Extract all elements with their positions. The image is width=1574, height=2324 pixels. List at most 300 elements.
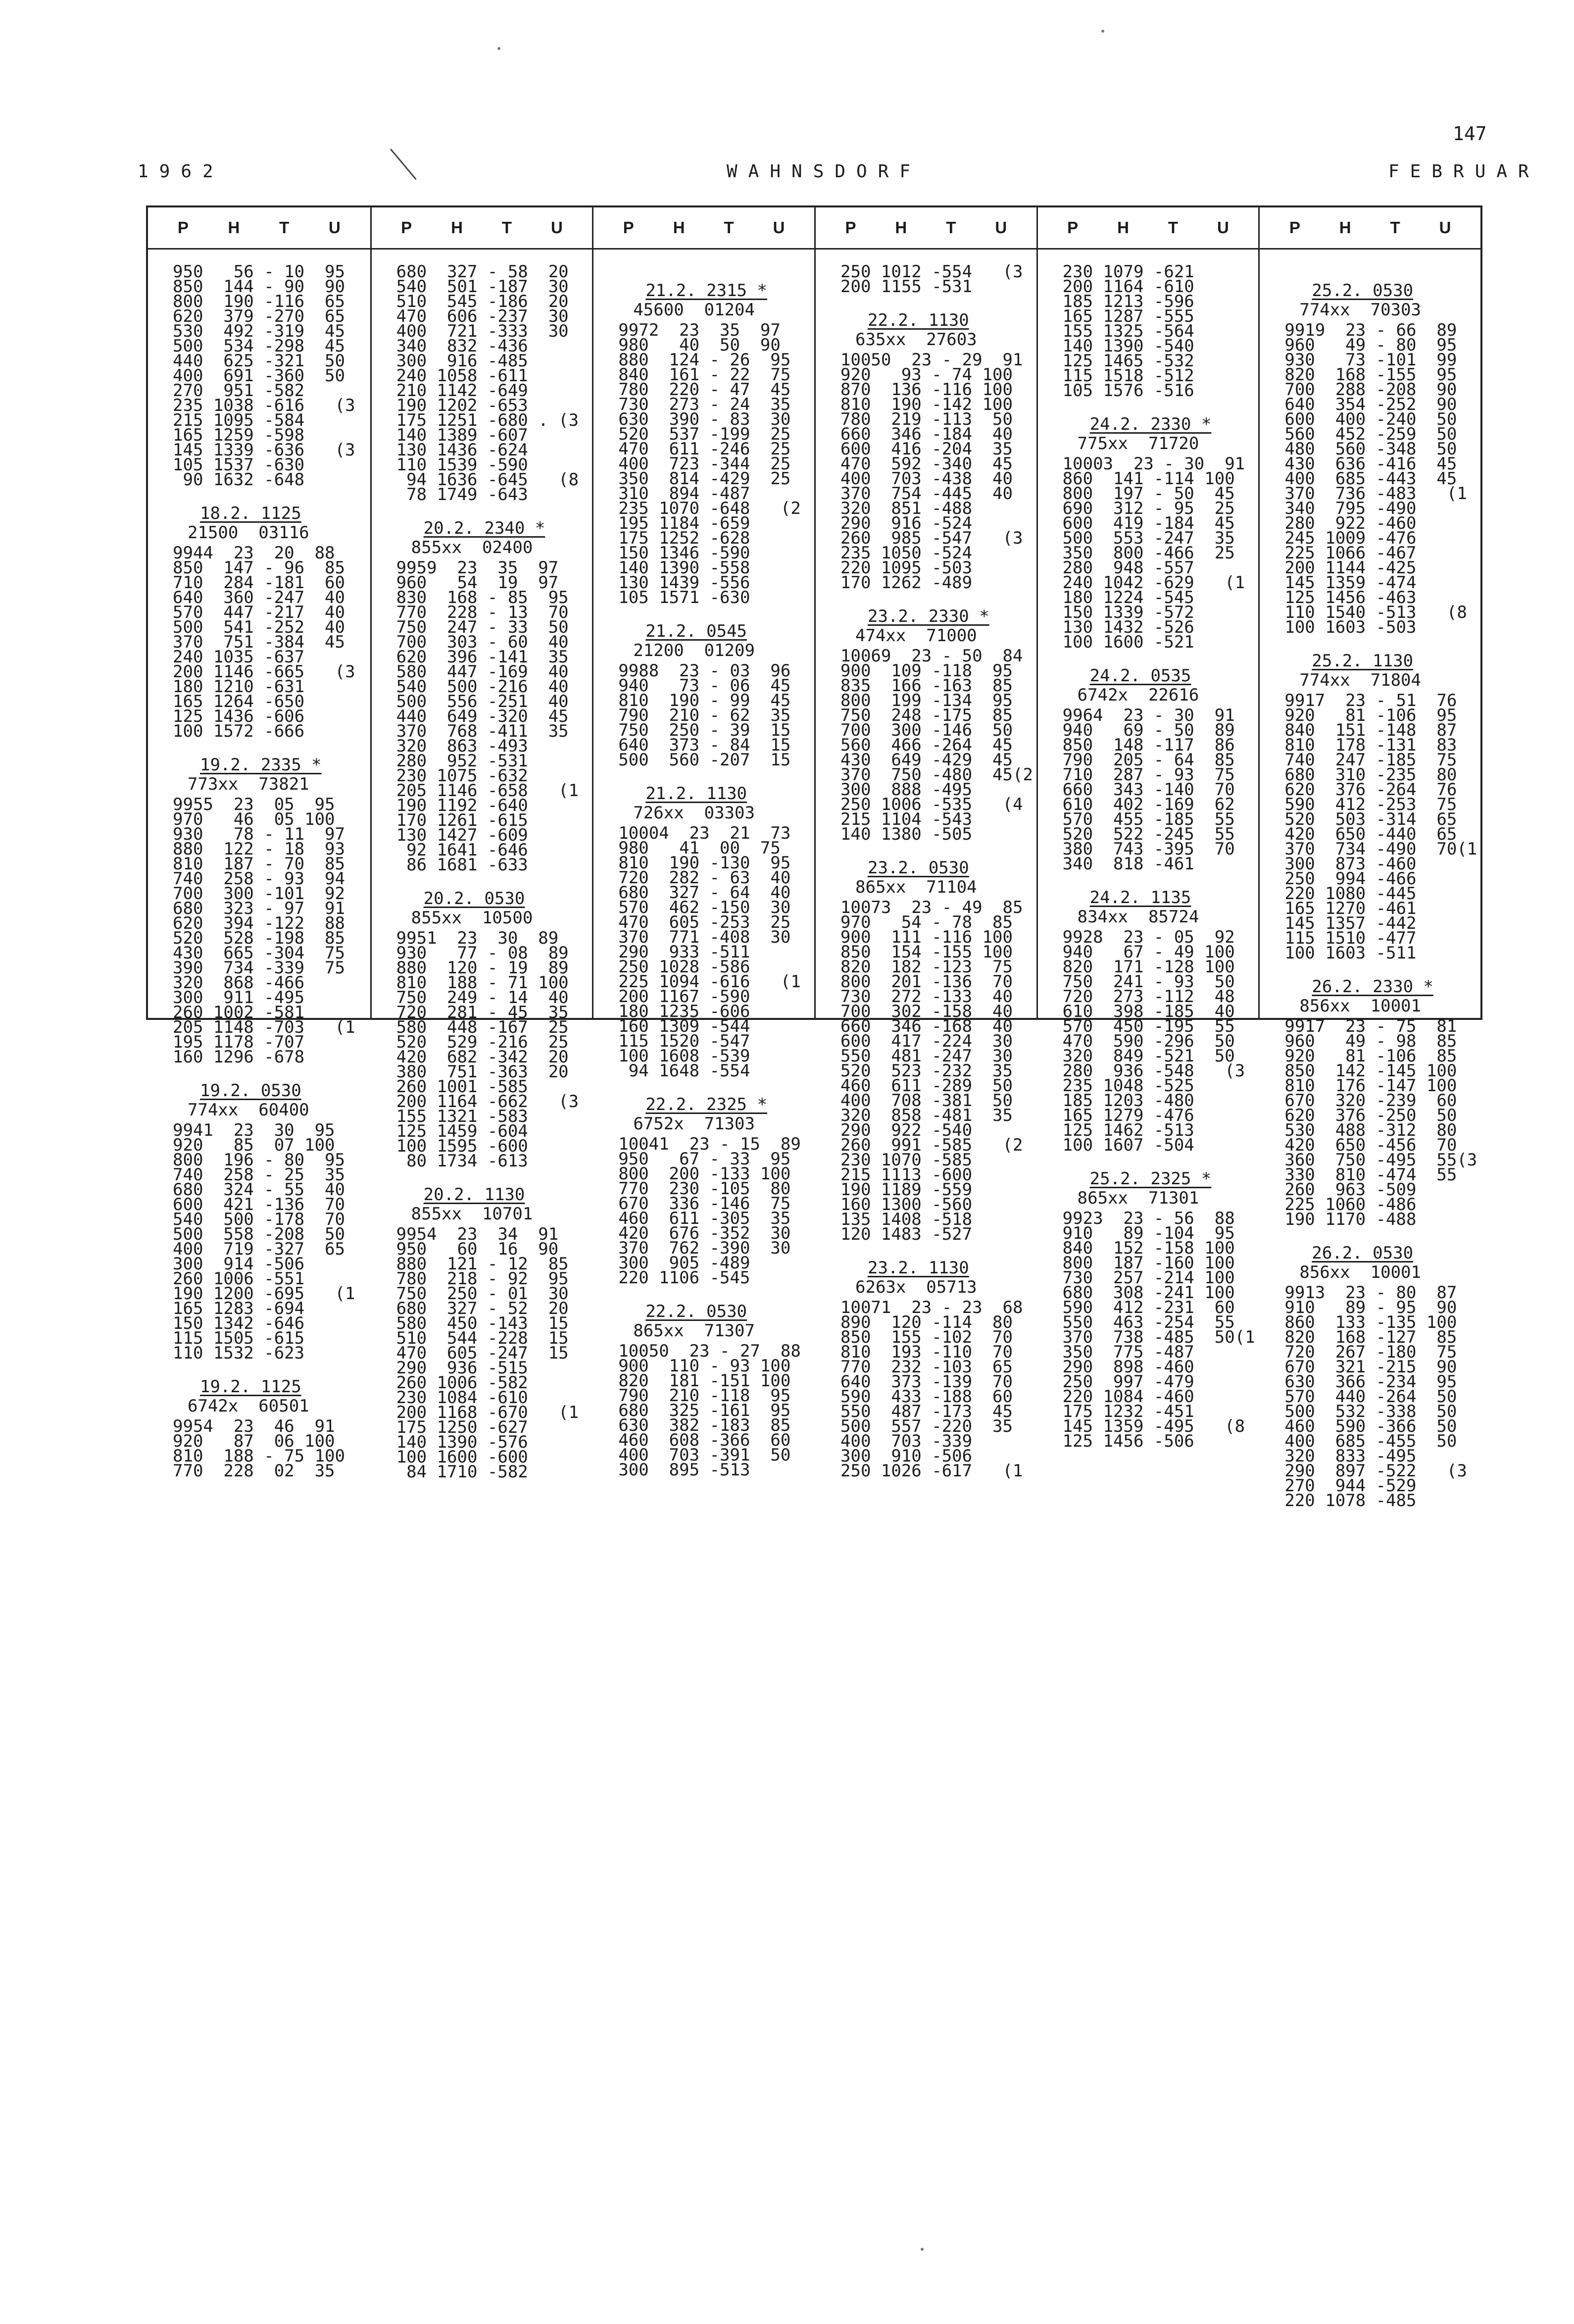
data-row: 9964 23 - 30 91 <box>1062 706 1235 725</box>
data-row: 850 142 -145 100 <box>1284 1061 1457 1081</box>
data-row: 740 258 - 25 35 <box>173 1165 345 1185</box>
data-row: 950 67 - 33 95 <box>618 1149 791 1169</box>
data-row: 470 605 -253 25 <box>618 912 791 932</box>
data-row: 340 832 -436 <box>396 336 528 356</box>
data-row: 500 553 -247 35 <box>1062 528 1235 548</box>
data-row: 9951 23 30 89 <box>396 928 559 948</box>
data-row: 880 120 - 19 89 <box>396 958 569 978</box>
data-row: 100 1603 -511 <box>1284 943 1417 963</box>
data-row: 210 1142 -649 <box>396 381 528 401</box>
column-body <box>372 250 592 1482</box>
data-row: 115 1510 -477 <box>1284 928 1417 948</box>
sounding-code: 635xx 27603 <box>855 330 977 350</box>
column-header-label: H <box>895 218 907 237</box>
data-row: 440 625 -321 50 <box>173 351 345 371</box>
data-row: 610 402 -169 62 <box>1062 795 1235 814</box>
data-row: 155 1321 -583 <box>396 1107 528 1126</box>
data-row: 930 77 - 08 89 <box>396 943 569 963</box>
data-row: 460 608 -366 60 <box>618 1430 791 1450</box>
data-row: 620 376 -250 50 <box>1284 1106 1457 1125</box>
data-row: 200 1167 -590 <box>618 987 750 1007</box>
data-row: 920 81 -106 95 <box>1284 706 1457 725</box>
data-row: 540 500 -216 40 <box>396 677 569 697</box>
data-row: 700 288 -208 90 <box>1284 380 1457 400</box>
data-row: 680 327 - 64 40 <box>618 883 791 903</box>
data-row: 640 354 -252 90 <box>1284 395 1457 414</box>
sounding-block <box>618 621 814 770</box>
data-row: 630 390 - 83 30 <box>618 409 791 429</box>
sounding-block <box>173 1377 370 1481</box>
sounding-block <box>173 755 370 1067</box>
sounding-code: 865xx 71301 <box>1077 1188 1199 1208</box>
data-row: 940 73 - 06 45 <box>618 676 791 696</box>
data-row: 220 1078 -485 <box>1284 1491 1417 1511</box>
data-row: 470 590 -296 50 <box>1062 1031 1235 1051</box>
data-row: 250 1012 -554 (3 <box>840 262 1023 282</box>
data-row: 520 529 -216 25 <box>396 1032 569 1052</box>
data-row: 640 360 -247 40 <box>173 588 345 607</box>
data-row: 10073 23 - 49 85 <box>840 898 1023 917</box>
sounding-code: 45600 01204 <box>633 300 755 320</box>
data-row: 215 1104 -543 <box>840 809 973 829</box>
sounding-block <box>1062 666 1259 874</box>
sounding-code: 773xx 73821 <box>188 774 309 794</box>
data-row: 730 273 - 24 35 <box>618 395 791 414</box>
data-row: 9941 23 30 95 <box>173 1120 335 1140</box>
data-row: 710 284 -181 60 <box>173 573 345 593</box>
data-row: 225 1066 -467 <box>1284 543 1417 563</box>
data-row: 140 1390 -540 <box>1062 336 1194 356</box>
column-header-label: P <box>177 218 189 237</box>
data-row: 670 320 -239 60 <box>1284 1091 1457 1111</box>
sounding-title: 22.2. 2325 * <box>645 1095 767 1114</box>
data-row: 700 303 - 60 40 <box>396 632 569 652</box>
data-row: 320 858 -481 35 <box>840 1106 1013 1125</box>
column-header-label: U <box>328 218 341 237</box>
data-row: 370 751 -384 45 <box>173 632 345 652</box>
data-row: 290 936 -515 <box>396 1358 528 1378</box>
data-row: 400 703 -438 40 <box>840 469 1013 489</box>
data-row: 960 49 - 98 85 <box>1284 1031 1457 1051</box>
data-row: 590 412 -231 60 <box>1062 1298 1235 1317</box>
data-row: 320 851 -488 <box>840 499 973 518</box>
data-row: 680 325 -161 95 <box>618 1401 791 1420</box>
data-row: 190 1202 -653 <box>396 396 528 415</box>
sounding-code: 865xx 71307 <box>633 1321 755 1341</box>
header-station: WAHNSDORF <box>727 161 922 182</box>
data-row: 800 196 - 80 95 <box>173 1150 345 1170</box>
column-header-label: U <box>995 218 1007 237</box>
data-row: 300 905 -489 <box>618 1253 750 1273</box>
sounding-block <box>1284 977 1480 1227</box>
data-row: 700 300 -146 50 <box>840 720 1013 740</box>
data-row: 880 121 - 12 85 <box>396 1254 569 1274</box>
data-row: 250 1028 -586 <box>618 957 750 977</box>
data-row: 300 873 -460 <box>1284 854 1417 874</box>
data-row: 690 312 - 95 25 <box>1062 499 1235 518</box>
table-column <box>592 207 814 1480</box>
sounding-code: 775xx 71720 <box>1077 434 1199 454</box>
data-row: 9954 23 46 91 <box>173 1416 335 1436</box>
column-header <box>372 207 592 250</box>
data-row: 235 1048 -525 <box>1062 1076 1194 1096</box>
sounding-code: 21500 03116 <box>188 523 309 543</box>
data-row: 530 488 -312 80 <box>1284 1120 1457 1140</box>
data-row: 9913 23 - 80 87 <box>1284 1283 1457 1303</box>
data-row: 190 1192 -640 <box>396 796 528 815</box>
data-row: 680 324 - 55 40 <box>173 1180 345 1200</box>
column-header-label: T <box>501 218 512 237</box>
data-row: 850 154 -155 100 <box>840 942 1013 962</box>
data-row: 720 282 - 63 40 <box>618 868 791 888</box>
data-row: 300 911 -495 <box>173 988 305 1008</box>
data-row: 290 933 -511 <box>618 942 750 962</box>
data-row: 185 1203 -480 <box>1062 1091 1194 1111</box>
sounding-block <box>1284 1243 1480 1511</box>
data-row: 840 152 -158 100 <box>1062 1238 1235 1258</box>
sounding-block <box>1063 888 1259 1153</box>
data-row: 420 676 -352 30 <box>618 1223 791 1243</box>
data-row: 130 1427 -609 <box>396 825 528 845</box>
data-row: 260 1006 -551 <box>173 1269 305 1289</box>
data-row: 810 188 - 71 100 <box>396 973 569 993</box>
data-row: 165 1283 -694 <box>173 1299 305 1318</box>
data-row: 260 991 -585 (2 <box>840 1135 1023 1155</box>
data-row: 500 532 -338 50 <box>1284 1402 1457 1421</box>
sounding-title: 22.2. 1130 <box>868 310 969 330</box>
data-row: 140 1390 -558 <box>618 558 750 578</box>
data-row: 235 1050 -524 <box>840 543 973 563</box>
data-row: 390 734 -339 75 <box>173 958 345 978</box>
data-row: 140 1390 -576 <box>396 1432 528 1452</box>
data-row: 165 1287 -555 <box>1062 306 1194 326</box>
data-row: 600 416 -204 35 <box>840 439 1013 459</box>
data-row: 205 1148 -703 (1 <box>173 1017 355 1037</box>
sounding-code: 774xx 71804 <box>1299 670 1421 690</box>
data-row: 510 544 -228 15 <box>396 1328 569 1348</box>
data-row: 145 1359 -474 <box>1284 573 1417 593</box>
data-row: 400 685 -443 45 <box>1284 469 1457 489</box>
data-row: 950 56 - 10 95 <box>173 262 345 282</box>
data-row: 400 703 -391 50 <box>618 1445 791 1465</box>
data-row: 680 323 - 97 91 <box>173 899 345 918</box>
data-row: 440 649 -320 45 <box>396 707 569 726</box>
data-row: 500 557 -220 35 <box>840 1416 1013 1436</box>
sounding-block <box>618 1302 814 1480</box>
data-row: 820 182 -123 75 <box>840 957 1013 977</box>
data-row: 155 1325 -564 <box>1062 321 1194 341</box>
data-row: 810 176 -147 100 <box>1284 1076 1457 1096</box>
data-row: 750 250 - 01 30 <box>396 1284 569 1304</box>
sounding-block <box>840 859 1036 1242</box>
data-row: 330 810 -474 55 <box>1284 1165 1457 1185</box>
sounding-title: 23.2. 2330 * <box>868 606 989 626</box>
data-row: 175 1251 -680 . (3 <box>396 410 579 430</box>
data-row: 680 327 - 52 20 <box>396 1299 569 1318</box>
sounding-table <box>146 205 1482 1511</box>
column-header-label: H <box>1117 218 1129 237</box>
data-row: 9959 23 35 97 <box>396 558 559 578</box>
data-row: 750 249 - 14 40 <box>396 988 569 1008</box>
pen-mark <box>390 149 417 180</box>
data-row: 9917 23 - 51 76 <box>1284 691 1457 710</box>
sounding-title: 26.2. 0530 <box>1312 1243 1414 1263</box>
sounding-code: 855xx 02400 <box>411 538 533 557</box>
data-row: 125 1462 -513 <box>1062 1120 1194 1140</box>
data-row: 9923 23 - 56 88 <box>1062 1209 1235 1228</box>
data-row: 105 1537 -630 <box>173 455 305 475</box>
data-row: 280 948 -557 <box>1062 558 1194 578</box>
data-row: 980 41 00 75 <box>618 838 781 858</box>
data-row: 820 168 -155 95 <box>1284 365 1457 385</box>
data-row: 84 1710 -582 <box>396 1462 528 1482</box>
data-row: 125 1456 -506 <box>1062 1431 1194 1451</box>
data-row: 570 440 -264 50 <box>1284 1387 1457 1407</box>
sounding-block <box>840 1258 1036 1481</box>
column-header-label: P <box>1067 218 1079 237</box>
data-row: 110 1539 -590 <box>396 455 528 475</box>
data-row: 500 556 -251 40 <box>396 692 569 711</box>
column-header-label: U <box>550 218 563 237</box>
data-row: 920 93 - 74 100 <box>840 365 1013 385</box>
sounding-block <box>1063 415 1259 650</box>
data-row: 590 412 -253 75 <box>1284 795 1457 814</box>
data-row: 770 228 - 13 70 <box>396 603 569 622</box>
data-row: 820 181 -151 100 <box>618 1371 791 1391</box>
data-row: 800 199 -134 95 <box>840 691 1013 710</box>
data-row: 470 611 -246 25 <box>618 439 791 459</box>
data-row: 520 522 -245 55 <box>1062 824 1235 844</box>
data-row: 750 248 -175 85 <box>840 706 1013 725</box>
sounding-title: 23.2. 1130 <box>868 1258 969 1278</box>
data-row: 220 1106 -545 <box>618 1268 750 1288</box>
data-row: 215 1095 -584 <box>173 410 305 430</box>
data-row: 810 190 -130 95 <box>618 853 791 873</box>
data-row: 520 503 -314 65 <box>1284 809 1457 829</box>
column-body <box>816 250 1036 1481</box>
data-row: 960 54 19 97 <box>396 573 559 593</box>
data-row: 720 281 - 45 35 <box>396 1003 569 1022</box>
data-row: 810 178 -131 83 <box>1284 735 1457 755</box>
data-row: 235 1070 -648 (2 <box>618 499 801 518</box>
data-row: 860 141 -114 100 <box>1062 469 1235 489</box>
data-row: 850 144 - 90 90 <box>173 277 345 297</box>
data-row: 225 1094 -616 (1 <box>618 972 801 992</box>
data-row: 630 366 -234 95 <box>1284 1372 1457 1392</box>
data-row: 840 151 -148 87 <box>1284 720 1457 740</box>
column-header-label: P <box>1289 218 1300 237</box>
data-row: 970 46 05 100 <box>173 809 335 829</box>
column-header-label: U <box>773 218 785 237</box>
data-row: 800 200 -133 100 <box>618 1164 791 1184</box>
data-row: 500 541 -252 40 <box>173 617 345 637</box>
data-row: 800 197 - 50 45 <box>1062 484 1235 504</box>
data-row: 400 703 -339 <box>840 1431 973 1451</box>
column-header <box>1260 207 1480 250</box>
data-row: 600 421 -136 70 <box>173 1195 345 1214</box>
data-row: 960 49 - 80 95 <box>1284 335 1457 355</box>
data-row: 810 187 - 70 85 <box>173 854 345 874</box>
table-column <box>1258 207 1480 1511</box>
column-body <box>593 250 814 1480</box>
data-row: 9944 23 20 88 <box>173 543 335 563</box>
sounding-block <box>396 1185 592 1482</box>
column-header <box>816 207 1036 250</box>
data-row: 260 1001 -585 <box>396 1077 528 1097</box>
sounding-title: 20.2. 1130 <box>423 1185 525 1205</box>
sounding-title: 19.2. 1125 <box>200 1377 301 1397</box>
data-row: 700 302 -158 40 <box>840 1002 1013 1021</box>
data-row: 340 818 -461 <box>1062 854 1194 874</box>
data-row: 260 985 -547 (3 <box>840 528 1023 548</box>
data-row: 370 750 -480 45(2 <box>840 765 1033 785</box>
data-row: 470 605 -247 15 <box>396 1343 569 1363</box>
sounding-block <box>618 1095 814 1288</box>
data-row: 190 1200 -695 (1 <box>173 1284 355 1304</box>
sounding-block <box>1284 651 1480 963</box>
data-row: 150 1339 -572 <box>1062 603 1194 622</box>
data-row: 9954 23 34 91 <box>396 1224 559 1244</box>
data-row: 500 558 -208 50 <box>173 1224 345 1244</box>
data-row: 420 682 -342 20 <box>396 1047 569 1067</box>
data-row: 810 190 - 99 45 <box>618 691 791 710</box>
data-row: 370 768 -411 35 <box>396 721 569 741</box>
data-row: 78 1749 -643 <box>396 485 528 505</box>
scan-speck <box>497 47 500 50</box>
data-row: 320 833 -495 <box>1284 1446 1417 1466</box>
data-row: 170 1261 -615 <box>396 810 528 830</box>
sounding-code: 474xx 71000 <box>855 626 977 646</box>
data-row: 400 708 -381 50 <box>840 1091 1013 1111</box>
data-row: 230 1070 -585 <box>840 1150 973 1170</box>
column-header-label: P <box>623 218 634 237</box>
data-row: 850 147 - 96 85 <box>173 558 345 578</box>
sounding-code: 726xx 03303 <box>633 803 755 823</box>
data-row: 130 1436 -624 <box>396 440 528 460</box>
data-row: 360 750 -495 55(3 <box>1284 1150 1477 1170</box>
data-row: 195 1184 -659 <box>618 513 750 533</box>
data-row: 900 111 -116 100 <box>840 927 1013 947</box>
column-header-label: T <box>1390 218 1400 237</box>
data-row: 9919 23 - 66 89 <box>1284 320 1457 340</box>
data-row: 640 373 - 84 15 <box>618 735 791 755</box>
data-row: 770 230 -105 80 <box>618 1179 791 1199</box>
scan-speck <box>1101 30 1104 33</box>
data-row: 225 1060 -486 <box>1284 1195 1417 1214</box>
data-row: 100 1607 -504 <box>1062 1135 1194 1155</box>
data-row: 840 161 - 22 75 <box>618 365 791 385</box>
sounding-title: 25.2. 1130 <box>1312 651 1414 671</box>
data-row: 185 1213 -596 <box>1062 292 1194 311</box>
data-row: 370 754 -445 40 <box>840 484 1013 504</box>
sounding-title: 21.2. 1130 <box>645 784 747 804</box>
data-row: 290 897 -522 (3 <box>1284 1461 1467 1481</box>
data-row: 680 308 -241 100 <box>1062 1283 1235 1303</box>
column-header-label: H <box>673 218 685 237</box>
data-row: 540 501 -187 30 <box>396 277 569 297</box>
data-row: 170 1262 -489 <box>840 573 973 593</box>
data-row: 94 1648 -554 <box>618 1061 750 1081</box>
data-row: 150 1346 -590 <box>618 543 750 563</box>
data-row: 10003 23 - 30 91 <box>1062 454 1245 474</box>
data-row: 10050 23 - 29 91 <box>840 350 1023 370</box>
data-row: 100 1603 -503 <box>1284 617 1417 637</box>
data-row: 115 1505 -615 <box>173 1328 305 1348</box>
data-row: 100 1595 -600 <box>396 1136 528 1156</box>
sounding-title: 25.2. 0530 <box>1312 281 1414 301</box>
sounding-code: 6263x 05713 <box>855 1277 977 1297</box>
scan-speck <box>921 2248 924 2251</box>
data-row: 300 888 -495 <box>840 780 973 800</box>
data-row: 620 379 -270 65 <box>173 306 345 326</box>
data-row: 175 1252 -628 <box>618 528 750 548</box>
data-row: 300 916 -485 <box>396 351 528 371</box>
data-row: 430 636 -416 45 <box>1284 454 1457 474</box>
sounding-block <box>618 281 814 605</box>
data-row: 350 814 -429 25 <box>618 469 791 489</box>
data-row: 340 795 -490 <box>1284 499 1417 518</box>
sounding-title: 21.2. 0545 <box>645 621 747 641</box>
data-row: 290 916 -524 <box>840 513 973 533</box>
data-row: 570 447 -217 40 <box>173 603 345 622</box>
data-row: 130 1432 -526 <box>1062 617 1194 637</box>
table-column <box>814 207 1036 1481</box>
sounding-title: 21.2. 2315 * <box>645 281 767 301</box>
data-row: 570 455 -185 55 <box>1062 809 1235 829</box>
data-row: 460 611 -289 50 <box>840 1076 1013 1096</box>
data-row: 750 247 - 33 50 <box>396 617 569 637</box>
data-row: 660 346 -168 40 <box>840 1016 1013 1036</box>
sounding-title: 23.2. 0530 <box>868 858 969 878</box>
data-row: 280 952 -531 <box>396 751 528 771</box>
data-row: 280 936 -548 (3 <box>1062 1061 1245 1081</box>
data-row: 500 560 -207 15 <box>618 750 791 770</box>
data-row: 370 736 -483 (1 <box>1284 484 1467 504</box>
data-row: 165 1270 -461 <box>1284 899 1417 918</box>
data-row: 750 241 - 93 50 <box>1062 972 1235 992</box>
data-row: 560 466 -264 45 <box>840 735 1013 755</box>
data-row: 9928 23 - 05 92 <box>1062 927 1235 947</box>
data-row: 9972 23 35 97 <box>618 320 781 340</box>
data-row: 880 124 - 26 95 <box>618 350 791 370</box>
data-row: 600 419 -184 45 <box>1062 513 1235 533</box>
data-row: 800 201 -136 70 <box>840 972 1013 992</box>
data-row: 90 1632 -648 <box>173 470 305 490</box>
data-row: 350 775 -487 <box>1062 1342 1194 1362</box>
data-row: 920 87 06 100 <box>173 1431 335 1451</box>
data-row: 400 685 -455 50 <box>1284 1431 1457 1451</box>
data-row: 370 771 -408 30 <box>618 927 791 947</box>
data-row: 110 1532 -623 <box>173 1343 305 1363</box>
sounding-block <box>173 1081 370 1361</box>
data-row: 125 1465 -532 <box>1062 351 1194 371</box>
data-row: 215 1113 -600 <box>840 1165 973 1185</box>
data-row: 850 148 -117 86 <box>1062 735 1235 755</box>
sounding-block <box>1063 1169 1259 1449</box>
data-row: 240 1058 -611 <box>396 366 528 386</box>
data-row: 230 1075 -632 <box>396 766 528 786</box>
data-row: 820 171 -128 100 <box>1062 957 1235 977</box>
data-row: 200 1164 -662 (3 <box>396 1092 579 1111</box>
column-header-label: T <box>279 218 290 237</box>
data-row: 300 914 -506 <box>173 1254 305 1274</box>
data-row: 100 1600 -600 <box>396 1447 528 1467</box>
data-row: 10069 23 - 50 84 <box>840 646 1023 666</box>
data-row: 780 219 -113 50 <box>840 409 1013 429</box>
data-row: 140 1380 -505 <box>840 824 973 844</box>
data-row: 880 122 - 18 93 <box>173 839 345 859</box>
data-row: 560 452 -259 50 <box>1284 424 1457 444</box>
